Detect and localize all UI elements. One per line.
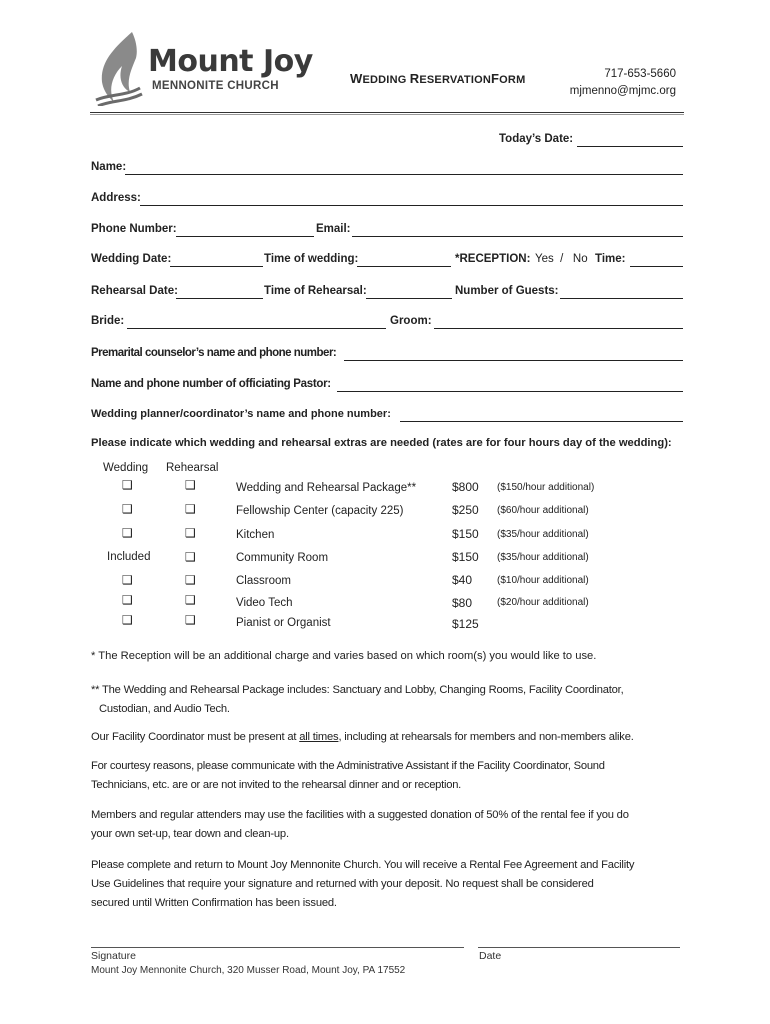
org-subtitle: MENNONITE CHURCH — [152, 80, 279, 92]
phone-number-label: Phone Number: — [91, 223, 177, 235]
members-note: Members and regular attenders may use the facilities with a suggested donation of 50% of the rental fee if you do your own set-up, tear down and clean-up. — [91, 809, 629, 840]
name-label: Name: — [91, 161, 127, 173]
service-additional-rate: ($150/hour additional) — [497, 482, 595, 493]
wedding-checkbox-kitchen[interactable]: ❑ — [122, 526, 133, 540]
rehearsal-checkbox-pianist[interactable]: ❑ — [185, 613, 196, 627]
rehearsal-checkbox-classroom[interactable]: ❑ — [185, 573, 196, 587]
service-additional-rate: ($10/hour additional) — [497, 575, 589, 586]
service-additional-rate: ($20/hour additional) — [497, 597, 589, 608]
form-title: WEDDING RESERVATIONFORM — [350, 71, 526, 86]
service-price: $125 — [452, 617, 479, 631]
service-name: Wedding and Rehearsal Package** — [236, 482, 417, 494]
number-of-guests-label: Number of Guests: — [455, 285, 559, 297]
wedding-checkbox-fellowship[interactable]: ❑ — [122, 502, 133, 516]
coordinator-note: Our Facility Coordinator must be present at all times, including at rehearsals for members and non-members alike. — [91, 731, 634, 743]
todays-date-label: Today’s Date: — [499, 133, 574, 145]
church-logo-flame-icon — [92, 30, 144, 106]
service-name: Pianist or Organist — [236, 617, 331, 629]
groom-label: Groom: — [390, 315, 432, 327]
column-header-wedding: Wedding — [103, 462, 149, 474]
time-of-rehearsal-label: Time of Rehearsal: — [264, 285, 367, 297]
phone-number-field[interactable] — [176, 236, 314, 237]
groom-field[interactable] — [434, 328, 683, 329]
service-price: $150 — [452, 550, 479, 564]
service-additional-rate: ($35/hour additional) — [497, 552, 589, 563]
courtesy-note: For courtesy reasons, please communicate with the Administrative Assistant if the Facility Coordinator, Sound Technicians, etc. are or are not invited to the rehearsal dinner and or reception. — [91, 760, 605, 791]
officiating-pastor-field[interactable] — [337, 391, 683, 392]
extras-instruction: Please indicate which wedding and rehearsal extras are needed (rates are for four hours day of the wedding): — [91, 437, 672, 449]
rehearsal-checkbox-video-tech[interactable]: ❑ — [185, 593, 196, 607]
service-price: $80 — [452, 596, 473, 610]
service-name: Kitchen — [236, 529, 275, 541]
service-additional-rate: ($35/hour additional) — [497, 529, 589, 540]
planner-label: Wedding planner/coordinator’s name and phone number: — [91, 408, 391, 420]
number-of-guests-field[interactable] — [560, 298, 683, 299]
name-field[interactable] — [125, 174, 683, 175]
wedding-checkbox-package[interactable]: ❑ — [122, 478, 133, 492]
service-price: $150 — [452, 527, 479, 541]
signature-label: Signature — [91, 950, 136, 962]
time-of-rehearsal-field[interactable] — [366, 298, 452, 299]
wedding-included-label: Included — [107, 551, 151, 563]
time-of-wedding-field[interactable] — [357, 266, 451, 267]
rehearsal-checkbox-package[interactable]: ❑ — [185, 478, 196, 492]
church-address: Mount Joy Mennonite Church, 320 Musser Road, Mount Joy, PA 17552 — [91, 965, 406, 976]
signature-field[interactable] — [91, 947, 464, 948]
wedding-checkbox-classroom[interactable]: ❑ — [122, 573, 133, 587]
church-phone: 717-653-5660 — [604, 68, 676, 80]
rehearsal-checkbox-kitchen[interactable]: ❑ — [185, 526, 196, 540]
service-name: Community Room — [236, 552, 329, 564]
package-note: ** The Wedding and Rehearsal Package includes: Sanctuary and Lobby, Changing Rooms, Facility Coordinator, Custodian, and Audio Tech. — [91, 684, 624, 715]
service-name: Classroom — [236, 575, 291, 587]
premarital-counselor-label: Premarital counselor’s name and phone number: — [91, 347, 337, 359]
planner-field[interactable] — [400, 421, 683, 422]
wedding-checkbox-video-tech[interactable]: ❑ — [122, 593, 133, 607]
time-of-wedding-label: Time of wedding: — [264, 253, 359, 265]
church-email: mjmenno@mjmc.org — [569, 85, 676, 97]
address-field[interactable] — [140, 205, 683, 206]
reception-time-label: Time: — [595, 253, 626, 265]
service-name: Fellowship Center (capacity 225) — [236, 505, 404, 517]
reception-time-field[interactable] — [630, 266, 683, 267]
todays-date-field[interactable] — [577, 146, 683, 147]
premarital-counselor-field[interactable] — [344, 360, 683, 361]
column-header-rehearsal: Rehearsal — [166, 462, 219, 474]
reception-yes-no[interactable]: Yes / No — [535, 253, 588, 265]
date-label: Date — [479, 950, 502, 962]
service-price: $800 — [452, 480, 479, 494]
wedding-date-label: Wedding Date: — [91, 253, 172, 265]
org-name: Mount Joy — [148, 44, 313, 79]
reception-label: *RECEPTION: — [455, 253, 531, 265]
header-divider — [90, 112, 684, 115]
bride-field[interactable] — [127, 328, 386, 329]
rehearsal-date-label: Rehearsal Date: — [91, 285, 178, 297]
address-label: Address: — [91, 192, 141, 204]
rehearsal-checkbox-community-room[interactable]: ❑ — [185, 550, 196, 564]
service-price: $40 — [452, 573, 473, 587]
service-additional-rate: ($60/hour additional) — [497, 505, 589, 516]
service-price: $250 — [452, 503, 479, 517]
date-field[interactable] — [478, 947, 680, 948]
officiating-pastor-label: Name and phone number of officiating Pastor: — [91, 378, 331, 390]
service-name: Video Tech — [236, 597, 293, 609]
rehearsal-checkbox-fellowship[interactable]: ❑ — [185, 502, 196, 516]
bride-label: Bride: — [91, 315, 125, 327]
email-field[interactable] — [352, 236, 683, 237]
rehearsal-date-field[interactable] — [176, 298, 263, 299]
wedding-date-field[interactable] — [170, 266, 263, 267]
reception-note: * The Reception will be an additional charge and varies based on which room(s) you would like to use. — [91, 650, 597, 662]
return-note: Please complete and return to Mount Joy Mennonite Church. You will receive a Rental Fee Agreement and Facility Use Guidelines that require your signature and returned with your deposit. No request shall be considered secured until Written Confirmation has been issued. — [91, 859, 635, 909]
email-label: Email: — [316, 223, 351, 235]
wedding-checkbox-pianist[interactable]: ❑ — [122, 613, 133, 627]
